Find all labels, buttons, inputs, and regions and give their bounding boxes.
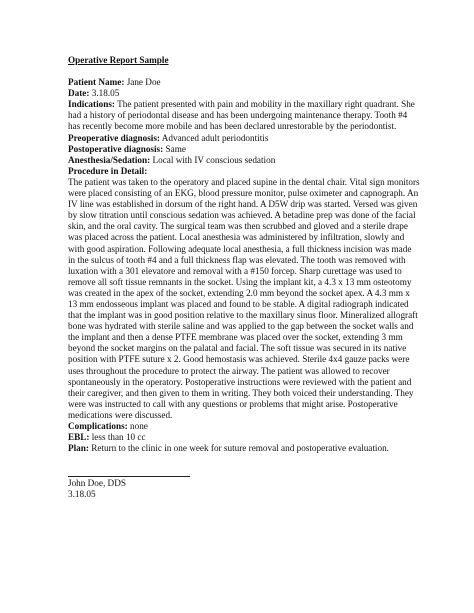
- procedure-label: Procedure in Detail:: [68, 165, 148, 176]
- anesthesia-label: Anesthesia/Sedation:: [68, 154, 151, 165]
- indications-value: The patient presented with pain and mobility in the maxillary right quadrant. She had a history of periodontal disease and has been undergoing maintenance therapy. Tooth #4 has recently become more mobile and has been declared unrestorable by the periodontist.: [68, 99, 415, 132]
- date-field: [68, 88, 420, 99]
- procedure-heading: [68, 166, 420, 177]
- report-title: Operative Report Sample: [68, 55, 169, 65]
- plan-label: Plan:: [68, 443, 89, 454]
- indications-field: [68, 99, 420, 132]
- operative-report: [68, 55, 420, 500]
- complications-value: none: [127, 421, 148, 431]
- anesthesia-field: [68, 155, 420, 166]
- postoperative-diagnosis-label: Postoperative diagnosis:: [68, 143, 164, 154]
- preoperative-diagnosis-value: Advanced adult periodontitis: [159, 132, 269, 143]
- patient-name-field: [68, 77, 420, 88]
- preoperative-diagnosis-label: Preoperative diagnosis:: [68, 132, 160, 143]
- postoperative-diagnosis-field: [68, 144, 420, 155]
- ebl-label: EBL:: [68, 432, 90, 443]
- anesthesia-value: Local with IV conscious sedation: [150, 154, 276, 165]
- ebl-field: [68, 432, 420, 443]
- procedure-text: The patient was taken to the operatory and placed supine in the dental chair. Vital sign monitors were placed consisting of an EKG, blood pressure monitor, pulse oximeter and capnograph. An IV line was established in dorsum of the right hand. A D5W drip was started. Versed was given by slow titration until conscious sedation was achieved. A betadine prep was done of the facial skin, and the oral cavity. The surgical team was then scrubbed and gloved and a sterile drape was placed across the patient. Local anesthesia was administered by infiltration, slowly and with good aspiration. Following adequate local anesthesia, a full thickness incision was made in the sulcus of tooth #4 and a full thickness flap was elevated. The tooth was removed with luxation with a 301 elevatore and removal with a #150 forcep. Sharp curettage was used to remove all soft tissue remnants in the socket. Using the implant kit, a 4.3 x 13 mm osteotomy was created in the apex of the socket, extending 2.0 mm beyond the socket apex. A 4.3 mm x 13 mm endosseous implant was placed and found to be stable. A digital radiograph indicated that the implant was in good position relative to the maxillary sinus floor. Mineralized allograft bone was hydrated with sterile saline and was applied to the gap between the socket walls and the implant and then a dense PTFE membrane was placed over the socket, extending 3 mm beyond the socket margins on the palatal and facial. The soft tissue was secured in its native position with PTFE suture x 2. Good hemostasis was achieved. Sterile 4x4 gauze packs were uses throughout the procedure to protect the airway. The patient was allowed to recover spontaneously in the operatory. Postoperative instructions were reviewed with the patient and their caregiver, and then given to them in writing. They both voiced their understanding. They were was instructed to call with any questions or problems that might arise. Postoperative medications were discussed.: [68, 176, 420, 420]
- postoperative-diagnosis-value: Same: [163, 143, 186, 154]
- ebl-value: less than 10 cc: [89, 432, 146, 443]
- preoperative-diagnosis-field: [68, 133, 420, 144]
- patient-name-value: Jane Doe: [124, 77, 161, 88]
- date-value: 3.18.05: [89, 88, 120, 99]
- indications-label: Indications:: [68, 99, 115, 110]
- plan-value: Return to the clinic in one week for suture removal and postoperative evaluation.: [88, 443, 389, 454]
- plan-field: [68, 443, 420, 454]
- signature-line: [68, 476, 190, 477]
- date-label: Date:: [68, 88, 90, 99]
- complications-label: Complications:: [68, 421, 128, 431]
- signature-date: 3.18.05: [68, 489, 96, 500]
- signature-name: John Doe, DDS: [68, 478, 126, 489]
- complications-field: [68, 421, 420, 432]
- patient-name-label: Patient Name:: [68, 77, 125, 88]
